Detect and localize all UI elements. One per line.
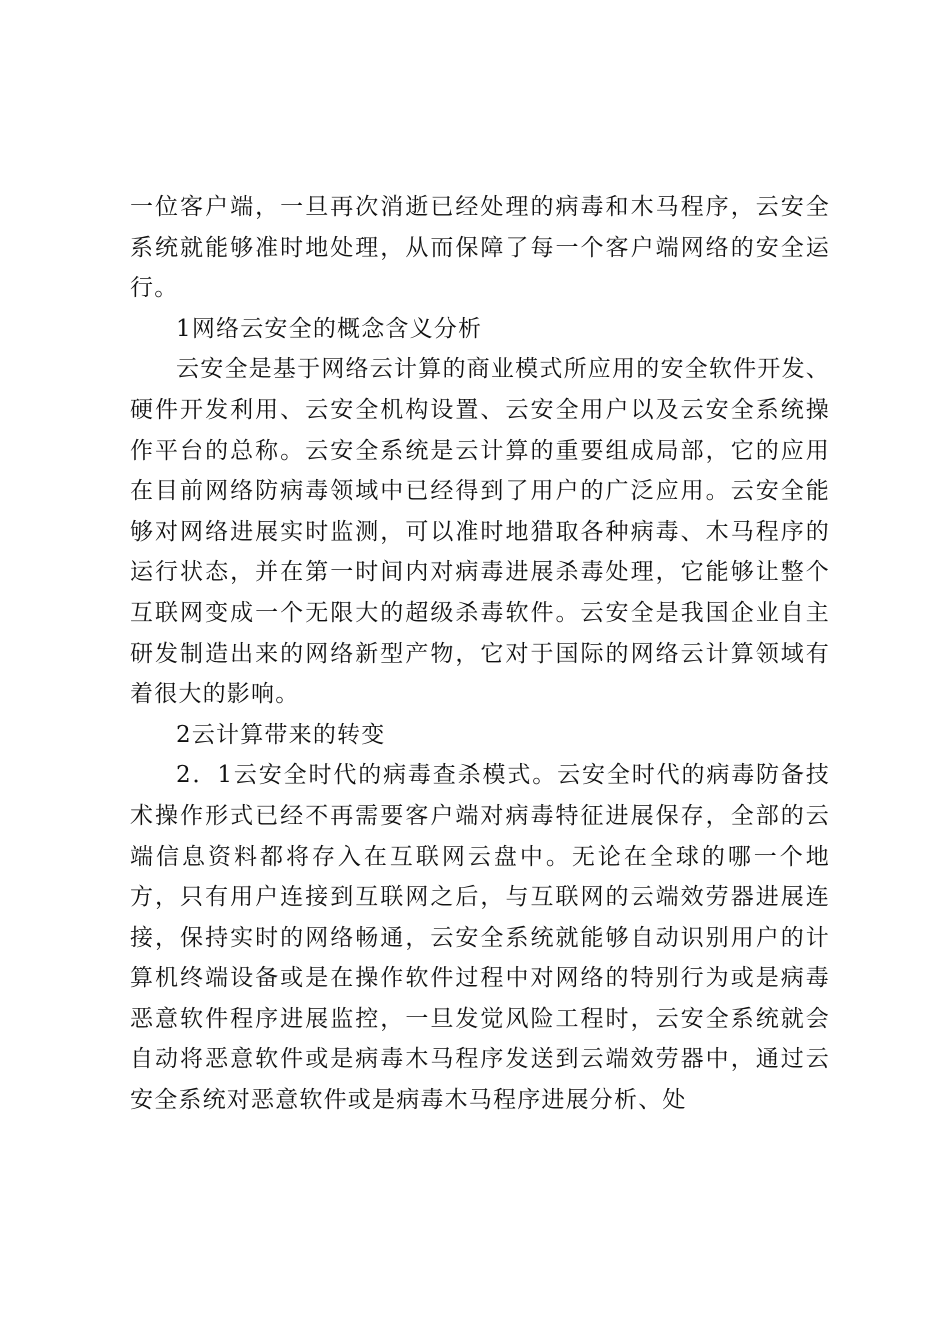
paragraph-cloud-security-definition: 云安全是基于网络云计算的商业模式所应用的安全软件开发、硬件开发利用、云安全机构设置、云安全用户以及云安全系统操作平台的总称。云安全系统是云计算的重要组成局部，它的应用在目前网络防病毒领域中已经得到了用户的广泛应用。云安全能够对网络进展实时监测，可以准时地猎取各种病毒、木马程序的运行状态，并在第一时间内对病毒进展杀毒处理，它能够让整个互联网变成一个无限大的超级杀毒软件。云安全是我国企业自主研发制造出来的网络新型产物，它对于国际的网络云计算领域有着很大的影响。 (130, 356, 830, 708)
section-heading-1: 1网络云安全的概念含义分析 (176, 315, 483, 342)
section-heading-2: 2云计算带来的转变 (176, 721, 386, 748)
paragraph-continuation: 一位客户端，一旦再次消逝已经处理的病毒和木马程序，云安全系统就能够准时地处理，从而保障了每一个客户端网络的安全运行。 (130, 194, 830, 302)
document-body (130, 187, 830, 1121)
paragraph-virus-scanning-mode: 2．1云安全时代的病毒查杀模式。云安全时代的病毒防备技术操作形式已经不再需要客户端对病毒特征进展保存，全部的云端信息资料都将存入在互联网云盘中。无论在全球的哪一个地方，只有用户连接到互联网之后，与互联网的云端效劳器进展连接，保持实时的网络畅通，云安全系统就能够自动识别用户的计算机终端设备或是在操作软件过程中对网络的特别行为或是病毒恶意软件程序进展监控，一旦发觉风险工程时，云安全系统就会自动将恶意软件或是病毒木马程序发送到云端效劳器中，通过云安全系统对恶意软件或是病毒木马程序进展分析、处 (130, 762, 830, 1114)
